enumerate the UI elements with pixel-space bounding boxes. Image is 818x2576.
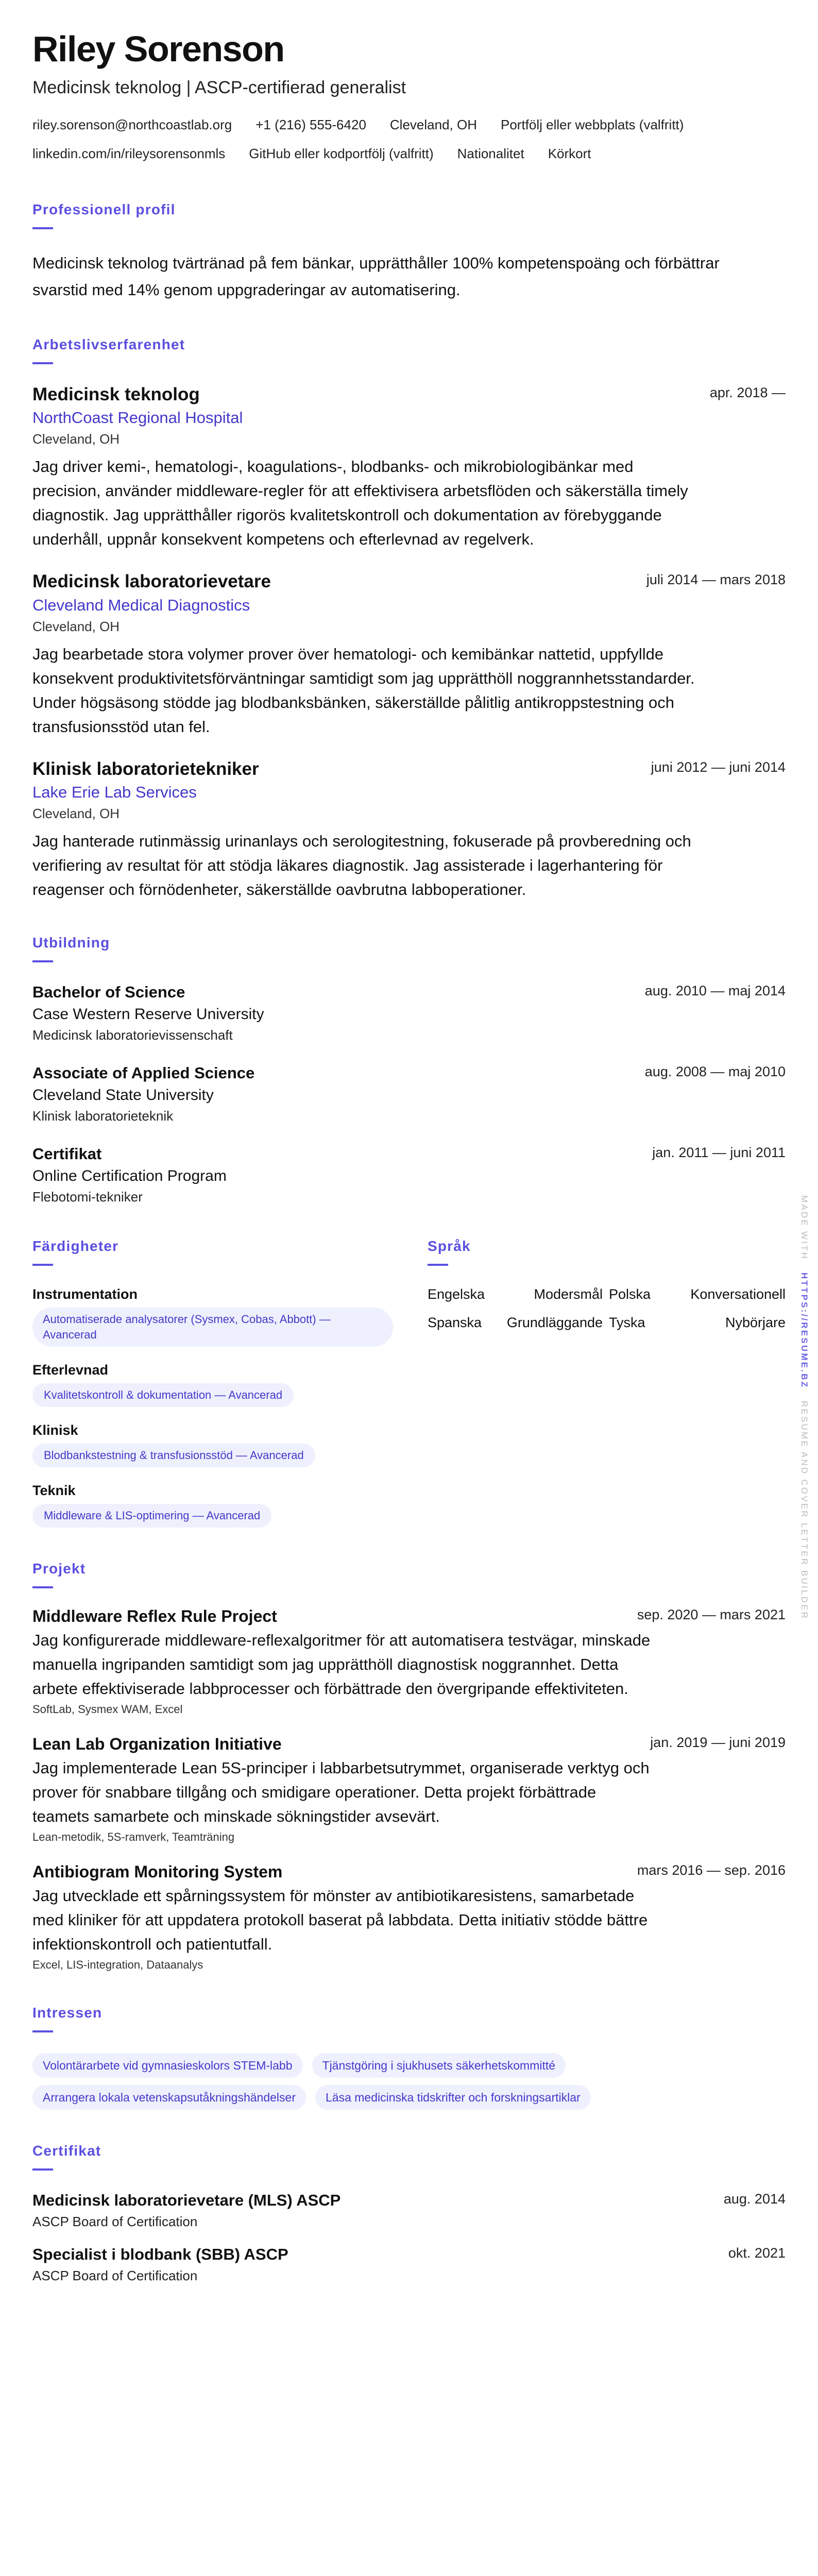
project-description: Jag konfigurerade middleware-reflexalgoritmer för att automatisera testvägar, minskade manuella ingripanden samtidigt som jag upprätthöll diagnostisk noggrannhet. Detta arbete effektiviserade labbprocesser och förbättrade den övergripande effektiviteten. bbox=[32, 1631, 651, 1698]
project-description: Jag utvecklade ett spårningssystem för mönster av antibiotikaresistens, samarbetade med kliniker för att uppdatera protokoll baserat på labbdata. Detta initiativ stödde bättre infektionskontroll och patientutfall. bbox=[32, 1887, 648, 1954]
field-of-study: Flebotomi-tekniker bbox=[32, 1189, 143, 1205]
skill-group-name: Instrumentation bbox=[32, 1286, 138, 1302]
job-company: NorthCoast Regional Hospital bbox=[32, 409, 243, 427]
job-location: Cleveland, OH bbox=[32, 431, 120, 447]
job-company: Lake Erie Lab Services bbox=[32, 783, 197, 802]
language-level: Nybörjare bbox=[725, 1315, 786, 1331]
interest-chip: Arrangera lokala vetenskapsutåkningshändelser bbox=[32, 2085, 306, 2110]
project-dates: jan. 2019 — juni 2019 bbox=[650, 1735, 786, 1751]
skill-group-name: Efterlevnad bbox=[32, 1362, 109, 1378]
contact-info bbox=[32, 111, 786, 168]
heading-underline bbox=[32, 1264, 53, 1266]
language-name: Spanska bbox=[428, 1315, 482, 1331]
project-title: Middleware Reflex Rule Project bbox=[32, 1607, 277, 1626]
section-heading: Färdigheter bbox=[32, 1238, 119, 1255]
project-description: Jag implementerade Lean 5S-principer i labbarbetsutrymmet, organiserade verktyg och prover för snabbare tillgång och smidigare operationer. Detta projekt förbättrade teamets samarbete och minskade sökningstider avsevärt. bbox=[32, 1759, 650, 1826]
section-heading: Projekt bbox=[32, 1561, 86, 1577]
skill-chip: Middleware & LIS-optimering — Avancerad bbox=[32, 1504, 271, 1528]
degree: Bachelor of Science bbox=[32, 983, 185, 1002]
certificate-name: Specialist i blodbank (SBB) ASCP bbox=[32, 2245, 288, 2264]
field-of-study: Medicinsk laboratorievissenschaft bbox=[32, 1027, 233, 1043]
watermark bbox=[799, 1195, 809, 1620]
interests-section bbox=[32, 2006, 786, 2110]
job-dates: juli 2014 — mars 2018 bbox=[646, 572, 786, 588]
job-company: Cleveland Medical Diagnostics bbox=[32, 596, 250, 614]
project-entry bbox=[32, 1607, 786, 1716]
section-heading: Utbildning bbox=[32, 935, 110, 951]
education-dates: aug. 2008 — maj 2010 bbox=[644, 1064, 786, 1080]
education-entry bbox=[32, 1064, 786, 1124]
degree: Certifikat bbox=[32, 1145, 102, 1163]
job-dates: apr. 2018 — bbox=[709, 384, 786, 400]
job-title: Medicinsk teknolog bbox=[32, 384, 200, 404]
section-heading: Certifikat bbox=[32, 2143, 101, 2159]
certificates-section bbox=[32, 2144, 786, 2284]
contact-github[interactable]: GitHub eller kodportfölj (valfritt) bbox=[249, 146, 434, 162]
skill-group bbox=[32, 1422, 403, 1467]
project-entry bbox=[32, 1735, 786, 1844]
skill-chip: Kvalitetskontroll & dokumentation — Avancerad bbox=[32, 1383, 294, 1407]
heading-underline bbox=[32, 227, 53, 229]
contact-license: Körkort bbox=[548, 146, 591, 162]
skill-group-name: Klinisk bbox=[32, 1422, 78, 1438]
interest-list bbox=[32, 2053, 702, 2110]
job-description: Jag driver kemi-, hematologi-, koagulations-, blodbanks- och mikrobiologibänkar med precision, använder middleware-regler för att effektivisera arbetsflöden och säkerställa timely diagnostik. Jag upprätthåller rigorös kvalitetskontroll och dokumentation av förebyggande underhåll, uppnår konsekvent kompetens och efterlevnad av regelverk. bbox=[32, 457, 688, 549]
heading-underline bbox=[32, 2168, 53, 2171]
watermark-suffix: RESUME AND COVER LETTER BUILDER bbox=[799, 1401, 809, 1620]
job-description: Jag bearbetade stora volymer prover över hematologi- och kemibänkar nattetid, uppfyllde konsekvent produktivitetsförväntningar samtidigt som jag upprätthöll noggrannhetsstandarder. Under högsäsong stödde jag blodbanksbänken, säkerställde pålitlig antikroppstestning och transfusionsstöd utan fel. bbox=[32, 645, 695, 736]
experience-section bbox=[32, 337, 786, 902]
language-name: Engelska bbox=[428, 1286, 485, 1302]
field-of-study: Klinisk laboratorieteknik bbox=[32, 1108, 174, 1124]
languages-section bbox=[428, 1239, 786, 1528]
school: Cleveland State University bbox=[32, 1087, 214, 1104]
job-entry bbox=[32, 572, 786, 739]
degree: Associate of Applied Science bbox=[32, 1064, 255, 1082]
skill-group bbox=[32, 1483, 403, 1528]
project-tags: Excel, LIS-integration, Dataanalys bbox=[32, 1958, 203, 1972]
heading-underline bbox=[32, 1586, 53, 1588]
interest-chip: Volontärarbete vid gymnasieskolors STEM-labb bbox=[32, 2053, 303, 2078]
job-location: Cleveland, OH bbox=[32, 618, 120, 634]
skills-languages-row bbox=[32, 1239, 786, 1528]
watermark-link[interactable]: HTTPS://RESUME.BZ bbox=[799, 1272, 809, 1389]
contact-email[interactable]: riley.sorenson@northcoastlab.org bbox=[32, 117, 232, 133]
certificate-entry bbox=[32, 2191, 786, 2230]
skill-group bbox=[32, 1362, 403, 1407]
heading-underline bbox=[32, 362, 53, 364]
job-location: Cleveland, OH bbox=[32, 806, 120, 822]
education-entry bbox=[32, 983, 786, 1043]
job-entry bbox=[32, 759, 786, 902]
project-title: Lean Lab Organization Initiative bbox=[32, 1735, 282, 1754]
job-title: Klinisk laboratorietekniker bbox=[32, 758, 259, 779]
candidate-name: Riley Sorenson bbox=[32, 29, 284, 69]
language-level: Grundläggande bbox=[506, 1315, 603, 1331]
heading-underline bbox=[428, 1264, 448, 1266]
job-title: Medicinsk laboratorievetare bbox=[32, 571, 271, 592]
heading-underline bbox=[32, 2030, 53, 2032]
interest-chip: Tjänstgöring i sjukhusets säkerhetskommitté bbox=[312, 2053, 566, 2078]
language-name: Polska bbox=[609, 1286, 651, 1302]
education-section bbox=[32, 936, 786, 1205]
job-description: Jag hanterade rutinmässig urinanlays och serologitestning, fokuserade på provberedning och verifiering av resultat för att stödja läkares diagnostik. Jag assisterade i lagerhantering för reagenser och förnödenheter, säkerställde oavbrutna labboperationer. bbox=[32, 832, 691, 899]
certificate-date: aug. 2014 bbox=[723, 2191, 786, 2207]
project-dates: sep. 2020 — mars 2021 bbox=[637, 1607, 786, 1623]
section-heading: Språk bbox=[428, 1238, 471, 1255]
certificate-issuer: ASCP Board of Certification bbox=[32, 2214, 198, 2230]
job-dates: juni 2012 — juni 2014 bbox=[651, 759, 786, 775]
language-level: Konversationell bbox=[690, 1286, 786, 1302]
project-entry bbox=[32, 1862, 786, 1972]
job-entry bbox=[32, 385, 786, 552]
skills-section bbox=[32, 1239, 403, 1528]
candidate-title: Medicinsk teknolog | ASCP-certifierad generalist bbox=[32, 78, 406, 97]
section-heading: Intressen bbox=[32, 2005, 103, 2021]
heading-underline bbox=[32, 960, 53, 962]
projects-section bbox=[32, 1562, 786, 1972]
education-dates: aug. 2010 — maj 2014 bbox=[644, 983, 786, 999]
certificate-issuer: ASCP Board of Certification bbox=[32, 2268, 198, 2284]
certificate-entry bbox=[32, 2245, 786, 2284]
school: Case Western Reserve University bbox=[32, 1006, 264, 1023]
project-tags: Lean-metodik, 5S-ramverk, Teamträning bbox=[32, 1831, 235, 1844]
language-name: Tyska bbox=[609, 1315, 645, 1331]
contact-location: Cleveland, OH bbox=[389, 117, 477, 133]
education-entry bbox=[32, 1145, 786, 1205]
project-dates: mars 2016 — sep. 2016 bbox=[637, 1862, 786, 1878]
project-tags: SoftLab, Sysmex WAM, Excel bbox=[32, 1703, 183, 1716]
contact-phone: +1 (216) 555-6420 bbox=[255, 117, 366, 133]
contact-nationality: Nationalitet bbox=[457, 146, 524, 162]
profile-section bbox=[32, 202, 786, 303]
section-heading: Professionell profil bbox=[32, 201, 176, 217]
project-title: Antibiogram Monitoring System bbox=[32, 1862, 283, 1882]
watermark-prefix: MADE WITH bbox=[799, 1195, 809, 1261]
skill-group bbox=[32, 1286, 403, 1347]
language-level: Modersmål bbox=[534, 1286, 603, 1302]
skill-chip: Automatiserade analysatorer (Sysmex, Cobas, Abbott) — Avancerad bbox=[32, 1308, 393, 1347]
certificate-date: okt. 2021 bbox=[728, 2245, 786, 2261]
language-list bbox=[428, 1286, 786, 1331]
certificate-name: Medicinsk laboratorievetare (MLS) ASCP bbox=[32, 2191, 341, 2210]
school: Online Certification Program bbox=[32, 1167, 227, 1185]
contact-linkedin[interactable]: linkedin.com/in/rileysorensonmls bbox=[32, 146, 226, 162]
interest-chip: Läsa medicinska tidskrifter och forskningsartiklar bbox=[315, 2085, 591, 2110]
contact-portfolio[interactable]: Portfölj eller webbplats (valfritt) bbox=[500, 117, 684, 133]
profile-text: Medicinsk teknolog tvärtränad på fem bänkar, upprätthåller 100% kompetenspoäng och förbättrar svarstid med 14% genom uppgraderingar av automatisering. bbox=[32, 253, 720, 299]
education-dates: jan. 2011 — juni 2011 bbox=[652, 1145, 786, 1161]
skill-group-name: Teknik bbox=[32, 1483, 76, 1499]
skill-chip: Blodbankstestning & transfusionsstöd — Avancerad bbox=[32, 1444, 315, 1467]
section-heading: Arbetslivserfarenhet bbox=[32, 336, 185, 352]
